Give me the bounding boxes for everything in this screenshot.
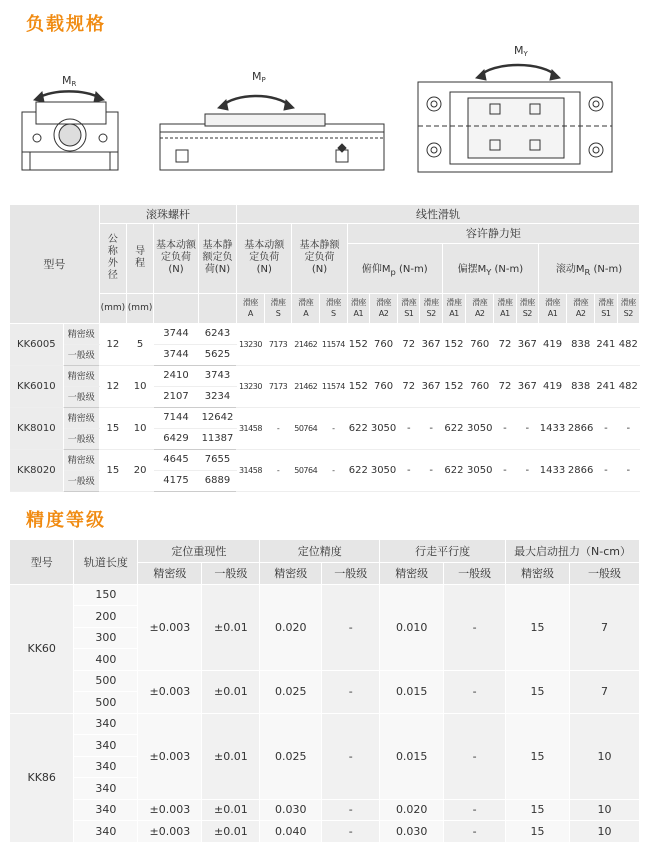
slider-col-header bbox=[420, 293, 442, 323]
p-rail-length: 340 bbox=[74, 713, 138, 735]
row-grade: 一般级 bbox=[63, 344, 99, 365]
p-value: - bbox=[322, 713, 380, 799]
p-model-kk86: KK86 bbox=[10, 713, 74, 842]
p-value: ±0.01 bbox=[202, 584, 260, 670]
allowable-moment-header: 容许静力矩 bbox=[347, 223, 639, 243]
slider-col-text: 滑座S bbox=[325, 298, 341, 318]
row-static: 7655 bbox=[198, 449, 236, 470]
row-moment: - bbox=[617, 407, 639, 449]
dia-unit: (mm) bbox=[99, 293, 126, 323]
row-grade: 精密级 bbox=[63, 407, 99, 428]
p-value: 0.030 bbox=[260, 799, 322, 821]
row-moment: 367 bbox=[420, 365, 442, 407]
row-dynamic: 3744 bbox=[154, 344, 199, 365]
p-value: - bbox=[444, 821, 506, 843]
row-grade: 精密级 bbox=[63, 365, 99, 386]
row-static: 11387 bbox=[198, 428, 236, 449]
row-moment: 72 bbox=[398, 323, 420, 365]
slider-col-text: 滑座S1 bbox=[401, 298, 417, 318]
ball-screw-header: 滚珠螺杆 bbox=[99, 205, 236, 223]
row-guide-load: 7173 bbox=[264, 365, 292, 407]
p-value: 10 bbox=[570, 799, 640, 821]
p-rail-length: 150 bbox=[74, 584, 138, 606]
row-moment: 3050 bbox=[466, 407, 494, 449]
p-rail-length: 340 bbox=[74, 735, 138, 757]
slider-col-text: 滑座S1 bbox=[598, 298, 614, 318]
row-moment: - bbox=[420, 449, 442, 491]
slider-col-header bbox=[595, 293, 617, 323]
row-guide-load: 31458 bbox=[237, 449, 265, 491]
row-moment: 152 bbox=[347, 365, 369, 407]
row-guide-load: - bbox=[320, 407, 348, 449]
row-moment: 3050 bbox=[370, 449, 398, 491]
p-rail-length: 200 bbox=[74, 606, 138, 628]
row-moment: 622 bbox=[442, 449, 465, 491]
row-moment: 622 bbox=[442, 407, 465, 449]
row-dynamic: 2410 bbox=[154, 365, 199, 386]
row-moment: 241 bbox=[595, 365, 617, 407]
row-guide-load: - bbox=[320, 449, 348, 491]
slider-col-text: 滑座A2 bbox=[573, 298, 589, 318]
row-static: 3743 bbox=[198, 365, 236, 386]
row-guide-load: - bbox=[264, 407, 292, 449]
row-moment: 760 bbox=[370, 323, 398, 365]
row-grade: 一般级 bbox=[63, 386, 99, 407]
slider-col-text: 滑座S2 bbox=[519, 298, 535, 318]
load-spec-table bbox=[10, 205, 640, 492]
row-grade: 精密级 bbox=[63, 449, 99, 470]
row-moment: 2866 bbox=[567, 449, 595, 491]
linear-guide-header: 线性滑轨 bbox=[237, 205, 640, 223]
slider-col-header bbox=[264, 293, 292, 323]
p-value: 15 bbox=[506, 584, 570, 670]
row-grade: 一般级 bbox=[63, 428, 99, 449]
slider-col-header bbox=[320, 293, 348, 323]
p-rail-length: 340 bbox=[74, 778, 138, 800]
p-value: ±0.003 bbox=[138, 670, 202, 713]
row-moment: - bbox=[398, 449, 420, 491]
p-value: 0.010 bbox=[380, 584, 444, 670]
row-moment: 760 bbox=[466, 323, 494, 365]
nominal-diameter-header: 公称外径 bbox=[99, 223, 126, 293]
precision-table bbox=[10, 540, 640, 843]
p-value: - bbox=[322, 799, 380, 821]
row-moment: 419 bbox=[538, 323, 566, 365]
slider-col-header bbox=[567, 293, 595, 323]
p-value: ±0.01 bbox=[202, 713, 260, 799]
row-dynamic: 4645 bbox=[154, 449, 199, 470]
pitch-header: 俯仰$M_p$ (N-m) bbox=[347, 243, 442, 293]
p-value: 0.020 bbox=[260, 584, 322, 670]
my-label: MY bbox=[514, 44, 528, 58]
row-moment: - bbox=[617, 449, 639, 491]
row-diameter: 15 bbox=[99, 407, 126, 449]
slider-col-text: 滑座A1 bbox=[545, 298, 561, 318]
p-value: - bbox=[444, 799, 506, 821]
row-moment: 72 bbox=[398, 365, 420, 407]
guide-dynamic-header: 基本动额定负荷(N) bbox=[237, 223, 292, 293]
slider-col-text: 滑座A bbox=[298, 298, 314, 318]
row-moment: 152 bbox=[442, 323, 465, 365]
p-value: - bbox=[322, 584, 380, 670]
row-moment: - bbox=[494, 449, 516, 491]
screw-dynamic-header: 基本动额定负荷(N) bbox=[154, 223, 199, 293]
row-moment: 622 bbox=[347, 449, 369, 491]
slider-col-header bbox=[538, 293, 566, 323]
row-moment: - bbox=[595, 407, 617, 449]
p-value: - bbox=[322, 821, 380, 843]
slider-col-text: 滑座S2 bbox=[620, 298, 636, 318]
p-rail-length: 340 bbox=[74, 799, 138, 821]
yaw-header: 偏摆$M_Y$ (N-m) bbox=[442, 243, 538, 293]
slider-col-header bbox=[292, 293, 320, 323]
mp-label: MP bbox=[252, 70, 266, 84]
row-diameter: 12 bbox=[99, 323, 126, 365]
row-moment: - bbox=[420, 407, 442, 449]
p-value: - bbox=[444, 670, 506, 713]
row-diameter: 12 bbox=[99, 365, 126, 407]
roll-moment-diagram bbox=[22, 91, 118, 170]
row-moment: 482 bbox=[617, 323, 639, 365]
lead-unit: (mm) bbox=[127, 293, 154, 323]
p-value: 15 bbox=[506, 799, 570, 821]
mr-label: MR bbox=[62, 74, 77, 88]
p-model-header: 型号 bbox=[10, 540, 74, 584]
p-rail-length: 400 bbox=[74, 649, 138, 671]
p-value: 10 bbox=[570, 821, 640, 843]
row-lead: 5 bbox=[127, 323, 154, 365]
p-value: 0.025 bbox=[260, 713, 322, 799]
row-moment: 838 bbox=[567, 323, 595, 365]
row-guide-load: 31458 bbox=[237, 407, 265, 449]
row-moment: 482 bbox=[617, 365, 639, 407]
row-moment: 367 bbox=[516, 323, 538, 365]
row-static: 5625 bbox=[198, 344, 236, 365]
screw-static-blank bbox=[198, 293, 236, 323]
row-moment: 3050 bbox=[466, 449, 494, 491]
p-value: ±0.01 bbox=[202, 799, 260, 821]
yaw-moment-diagram bbox=[418, 65, 612, 172]
p-value: 15 bbox=[506, 821, 570, 843]
pitch-moment-diagram bbox=[160, 96, 384, 170]
row-moment: 1433 bbox=[538, 407, 566, 449]
p-value: 0.040 bbox=[260, 821, 322, 843]
p-rail-length: 500 bbox=[74, 670, 138, 692]
row-moment: 367 bbox=[420, 323, 442, 365]
row-moment: 419 bbox=[538, 365, 566, 407]
row-model: KK6010 bbox=[10, 365, 63, 407]
row-dynamic: 6429 bbox=[154, 428, 199, 449]
slider-col-text: 滑座A2 bbox=[472, 298, 488, 318]
slider-col-header bbox=[347, 293, 369, 323]
row-guide-load: 11574 bbox=[320, 323, 348, 365]
row-model: KK6005 bbox=[10, 323, 63, 365]
p-value: 0.015 bbox=[380, 713, 444, 799]
row-model: KK8020 bbox=[10, 449, 63, 491]
slider-col-header bbox=[617, 293, 639, 323]
row-diameter: 15 bbox=[99, 449, 126, 491]
row-grade: 精密级 bbox=[63, 323, 99, 344]
row-moment: 72 bbox=[494, 365, 516, 407]
row-static: 12642 bbox=[198, 407, 236, 428]
p-value: ±0.003 bbox=[138, 713, 202, 799]
row-guide-load: 50764 bbox=[292, 449, 320, 491]
slider-col-header bbox=[398, 293, 420, 323]
row-static: 6889 bbox=[198, 470, 236, 491]
slider-col-text: 滑座A1 bbox=[446, 298, 462, 318]
row-lead: 10 bbox=[127, 407, 154, 449]
row-dynamic: 4175 bbox=[154, 470, 199, 491]
p-value: ±0.003 bbox=[138, 584, 202, 670]
row-moment: 3050 bbox=[370, 407, 398, 449]
row-static: 3234 bbox=[198, 386, 236, 407]
row-moment: 760 bbox=[370, 365, 398, 407]
p-normal-header: 一般级 bbox=[570, 562, 640, 584]
slider-col-text: 滑座A1 bbox=[350, 298, 366, 318]
row-moment: 241 bbox=[595, 323, 617, 365]
row-guide-load: 13230 bbox=[237, 323, 265, 365]
slider-col-header bbox=[516, 293, 538, 323]
p-value: - bbox=[444, 584, 506, 670]
row-dynamic: 2107 bbox=[154, 386, 199, 407]
p-value: 15 bbox=[506, 670, 570, 713]
p-precise-header: 精密级 bbox=[138, 562, 202, 584]
slider-col-text: 滑座A1 bbox=[497, 298, 513, 318]
model-header: 型号 bbox=[10, 205, 99, 323]
guide-static-header: 基本静额定负荷(N) bbox=[292, 223, 347, 293]
slider-col-header bbox=[237, 293, 265, 323]
p-model-kk60: KK60 bbox=[10, 584, 74, 713]
row-moment: - bbox=[398, 407, 420, 449]
slider-col-header bbox=[370, 293, 398, 323]
screw-static-header: 基本静额定负荷(N) bbox=[198, 223, 236, 293]
p-torque-header: 最大启动扭力（N-cm） bbox=[506, 540, 640, 562]
p-value: ±0.003 bbox=[138, 799, 202, 821]
p-value: 7 bbox=[570, 670, 640, 713]
row-guide-load: 7173 bbox=[264, 323, 292, 365]
p-value: ±0.003 bbox=[138, 821, 202, 843]
p-rail-length: 340 bbox=[74, 821, 138, 843]
p-value: - bbox=[444, 713, 506, 799]
p-rail-length: 340 bbox=[74, 756, 138, 778]
row-guide-load: 21462 bbox=[292, 323, 320, 365]
p-precise-header: 精密级 bbox=[380, 562, 444, 584]
slider-col-header bbox=[466, 293, 494, 323]
p-value: ±0.01 bbox=[202, 821, 260, 843]
p-normal-header: 一般级 bbox=[202, 562, 260, 584]
roll-header: 滚动$M_R$ (N-m) bbox=[538, 243, 639, 293]
p-accuracy-header: 定位精度 bbox=[260, 540, 380, 562]
row-lead: 10 bbox=[127, 365, 154, 407]
row-moment: - bbox=[516, 449, 538, 491]
p-value: 15 bbox=[506, 713, 570, 799]
row-guide-load: - bbox=[264, 449, 292, 491]
row-moment: 72 bbox=[494, 323, 516, 365]
p-value: ±0.01 bbox=[202, 670, 260, 713]
row-moment: - bbox=[516, 407, 538, 449]
row-moment: 838 bbox=[567, 365, 595, 407]
p-parallelism-header: 行走平行度 bbox=[380, 540, 506, 562]
row-guide-load: 21462 bbox=[292, 365, 320, 407]
p-rail-length: 500 bbox=[74, 692, 138, 714]
load-spec-title: 负载规格 bbox=[26, 14, 106, 35]
p-normal-header: 一般级 bbox=[444, 562, 506, 584]
row-moment: 367 bbox=[516, 365, 538, 407]
screw-dynamic-blank bbox=[154, 293, 199, 323]
p-precise-header: 精密级 bbox=[260, 562, 322, 584]
p-value: 7 bbox=[570, 584, 640, 670]
row-guide-load: 50764 bbox=[292, 407, 320, 449]
row-guide-load: 11574 bbox=[320, 365, 348, 407]
precision-grade-title: 精度等级 bbox=[26, 510, 106, 531]
row-guide-load: 13230 bbox=[237, 365, 265, 407]
row-moment: - bbox=[494, 407, 516, 449]
slider-col-text: 滑座A bbox=[242, 298, 258, 318]
row-moment: 760 bbox=[466, 365, 494, 407]
p-repeatability-header: 定位重现性 bbox=[138, 540, 260, 562]
row-grade: 一般级 bbox=[63, 470, 99, 491]
row-static: 6243 bbox=[198, 323, 236, 344]
row-moment: 622 bbox=[347, 407, 369, 449]
p-value: 10 bbox=[570, 713, 640, 799]
p-value: 0.025 bbox=[260, 670, 322, 713]
slider-col-header bbox=[494, 293, 516, 323]
moment-diagrams bbox=[0, 40, 658, 200]
row-model: KK8010 bbox=[10, 407, 63, 449]
row-moment: 152 bbox=[442, 365, 465, 407]
slider-col-header bbox=[442, 293, 465, 323]
slider-col-text: 滑座S bbox=[270, 298, 286, 318]
slider-col-text: 滑座S2 bbox=[423, 298, 439, 318]
lead-header: 导程 bbox=[127, 223, 154, 293]
row-moment: 152 bbox=[347, 323, 369, 365]
p-value: 0.015 bbox=[380, 670, 444, 713]
row-moment: 1433 bbox=[538, 449, 566, 491]
p-precise-header: 精密级 bbox=[506, 562, 570, 584]
p-value: 0.020 bbox=[380, 799, 444, 821]
p-rail-length-header: 轨道长度 bbox=[74, 540, 138, 584]
p-value: - bbox=[322, 670, 380, 713]
p-rail-length: 300 bbox=[74, 627, 138, 649]
row-moment: 2866 bbox=[567, 407, 595, 449]
row-dynamic: 3744 bbox=[154, 323, 199, 344]
slider-col-text: 滑座A2 bbox=[376, 298, 392, 318]
p-normal-header: 一般级 bbox=[322, 562, 380, 584]
row-lead: 20 bbox=[127, 449, 154, 491]
p-value: 0.030 bbox=[380, 821, 444, 843]
row-dynamic: 7144 bbox=[154, 407, 199, 428]
row-moment: - bbox=[595, 449, 617, 491]
